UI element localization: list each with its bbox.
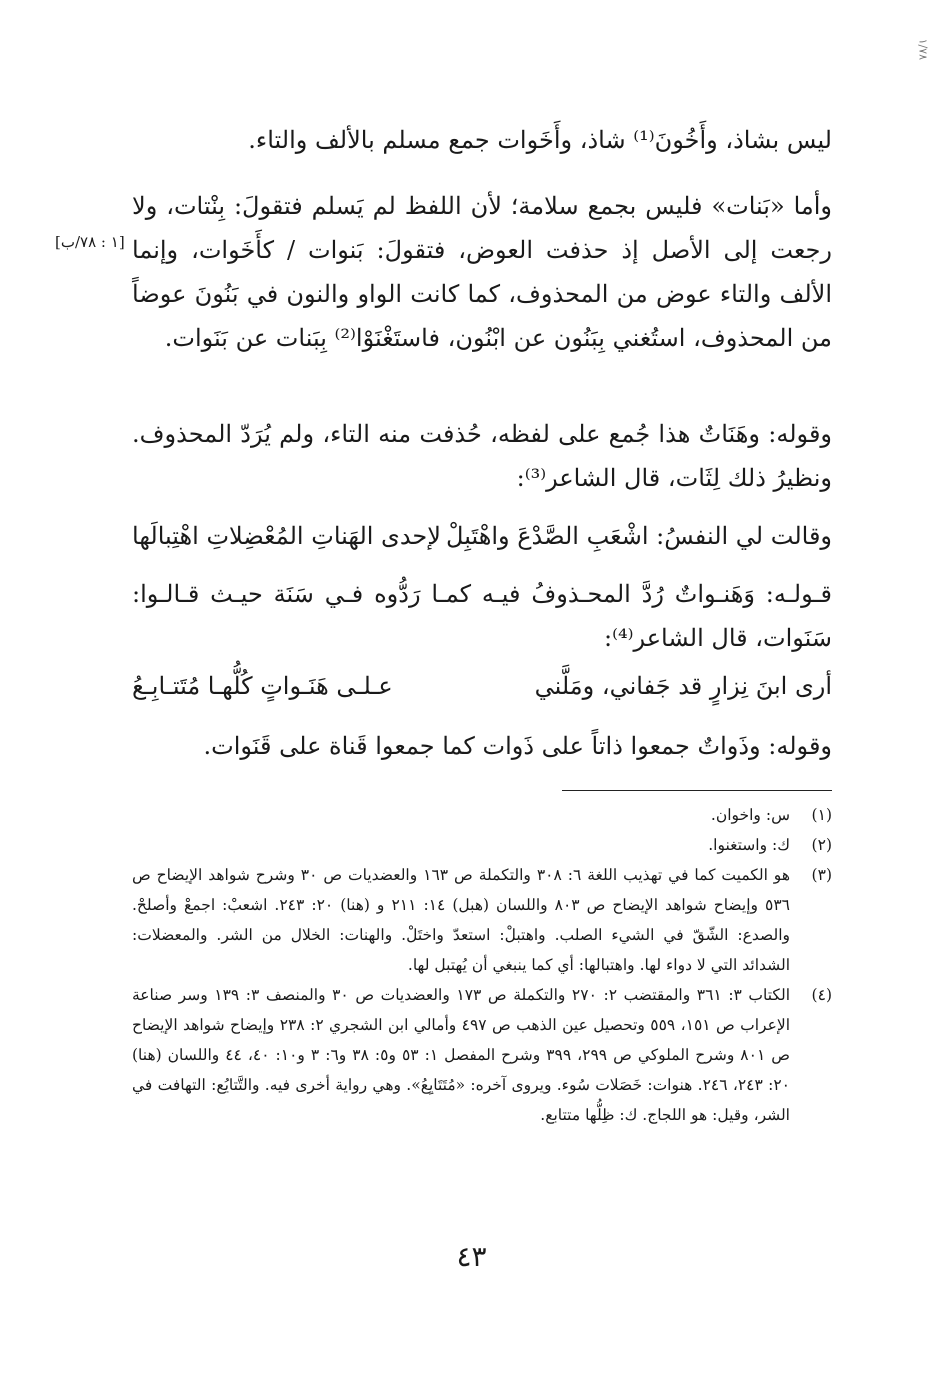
folio-mark: ١/٧٨ xyxy=(916,38,929,60)
verse-2-second-hemistich: عـلـى هَنَـواتٍ كُلُّهـا مُتَتـابِـعُ xyxy=(132,672,393,700)
verse-1 xyxy=(132,514,832,558)
verse-2-first-hemistich: أرى ابنَ نِزارٍ قد جَفاني، ومَلَّني xyxy=(534,672,832,700)
footnote-separator xyxy=(562,790,832,791)
footnote xyxy=(132,830,832,860)
footnote-number: (٣) xyxy=(811,866,832,884)
footnote-text: الكتاب ٣: ٣٦١ والمقتضب ٢: ٢٧٠ والتكملة ص ١٧٣ والعضديات ص ٣٠ والمنصف ٣: ١٣٩ وسر صناعة الإعراب ص ١٥١، ٥٥٩ وتحصيل عين الذهب ص ٤٩٧ وأمالي ابن الشجري ٢: ٢٣٨ وإيضاح شواهد الإيضاح ص ٨٠١ وشرح الملوكي ص ٢٩٩، ٣٩٩ وشرح المفصل ١: ٥٣ و٥: ٣٨ و٦: ٣ و١٠: ٤٠، ٤٤ واللسان (هنا) ٢٠: ٢٤٣، ٢٤٦. هنوات: خَصَلات سُوء. ويروى آخره: «مُتَتَايِعُ». وهي رواية أخرى فيه. والتَّتايُع: التهافت في الشر، وقيل: هو اللجاج. ك: ظِلُّها متتابع. xyxy=(132,986,791,1124)
verse-2 xyxy=(132,664,832,708)
footnote-number: (٤) xyxy=(811,986,832,1004)
footnote xyxy=(132,860,832,980)
paragraph-3: وقوله: وهَنَاتٌ هذا جُمع على لفظه، حُذفت منه التاء، ولم يُرَدّ المحذوف. ونظيرُ ذلك لِثَات، قال الشاعر⁽³⁾: xyxy=(132,420,832,492)
footnote-text: س: واخوان. xyxy=(710,806,790,824)
paragraph-5: وقوله: وذَواتٌ جمعوا ذاتاً على ذَوات كما جمعوا قَناة على قَنَوات. xyxy=(203,732,832,760)
verse-1-first-hemistich: وقالت لي النفسُ: اشْعَبِ الصَّدْعَ واهْتَبِلْ xyxy=(446,522,832,550)
footnote-number: (١) xyxy=(811,806,832,824)
page-number: ٤٣ xyxy=(456,1240,487,1273)
paragraph-1: ليس بشاذ، وأَخُونَ⁽¹⁾ شاذ، وأَخَوات جمع مسلم بالألف والتاء. xyxy=(248,126,832,154)
footnote-text: هو الكميت كما في تهذيب اللغة ٦: ٣٠٨ والتكملة ص ١٦٣ والعضديات ص ٣٠ وشرح شواهد الإيضاح ص ٥٣٦ وإيضاح شواهد الإيضاح ص ٨٠٣ واللسان (هبل) ١٤: ٢١١ و (هنا) ٢٠: ٢٤٣. اشعبْ: اجمعْ وأصلحْ. والصدع: الشّقّ في الشيء الصلب. واهتبلْ: استعدّ واختَلْ. والهنات: الخلال من الشر. والمعضلات: الشدائد التي لا دواء لها. واهتبالها: أي كما ينبغي أن يُهتبل لها. xyxy=(132,866,790,974)
paragraph-2: وأما «بَنات» فليس بجمع سلامة؛ لأن اللفظ لم يَسلم فتقولَ: بِنْتات، ولا رجعت إلى الأصل إذ حذفت العوض، فتقولَ: بَنوات / كأَخَوات، وإنما الألف والتاء عوض من المحذوف، كما كانت الواو والنون في بَنُونَ عوضاً من المحذوف، استُغني بِبَنُون عن ابْنُون، فاستَغْنَوْا⁽²⁾ بِبَنات عن بَنَوات. xyxy=(132,192,832,352)
margin-reference: [١ : ٧٨/ب] xyxy=(55,233,125,251)
footnote-text: ك: واستغنوا. xyxy=(708,836,790,854)
footnote-number: (٢) xyxy=(811,836,832,854)
footnote xyxy=(132,800,832,830)
paragraph-4: قـولـه: وَهَنـواتٌ رُدَّ المحـذوفُ فيـه كمـا رَدُّوه فـي سَنَة حيـث قـالـوا: سَنَوات، قال الشاعر⁽⁴⁾: xyxy=(132,580,832,652)
footnote xyxy=(132,980,832,1130)
footnotes xyxy=(132,800,832,1130)
verse-1-second-hemistich: لإحدى الهَناتِ المُعْضِلاتِ اهْتِبالَها xyxy=(132,522,441,550)
